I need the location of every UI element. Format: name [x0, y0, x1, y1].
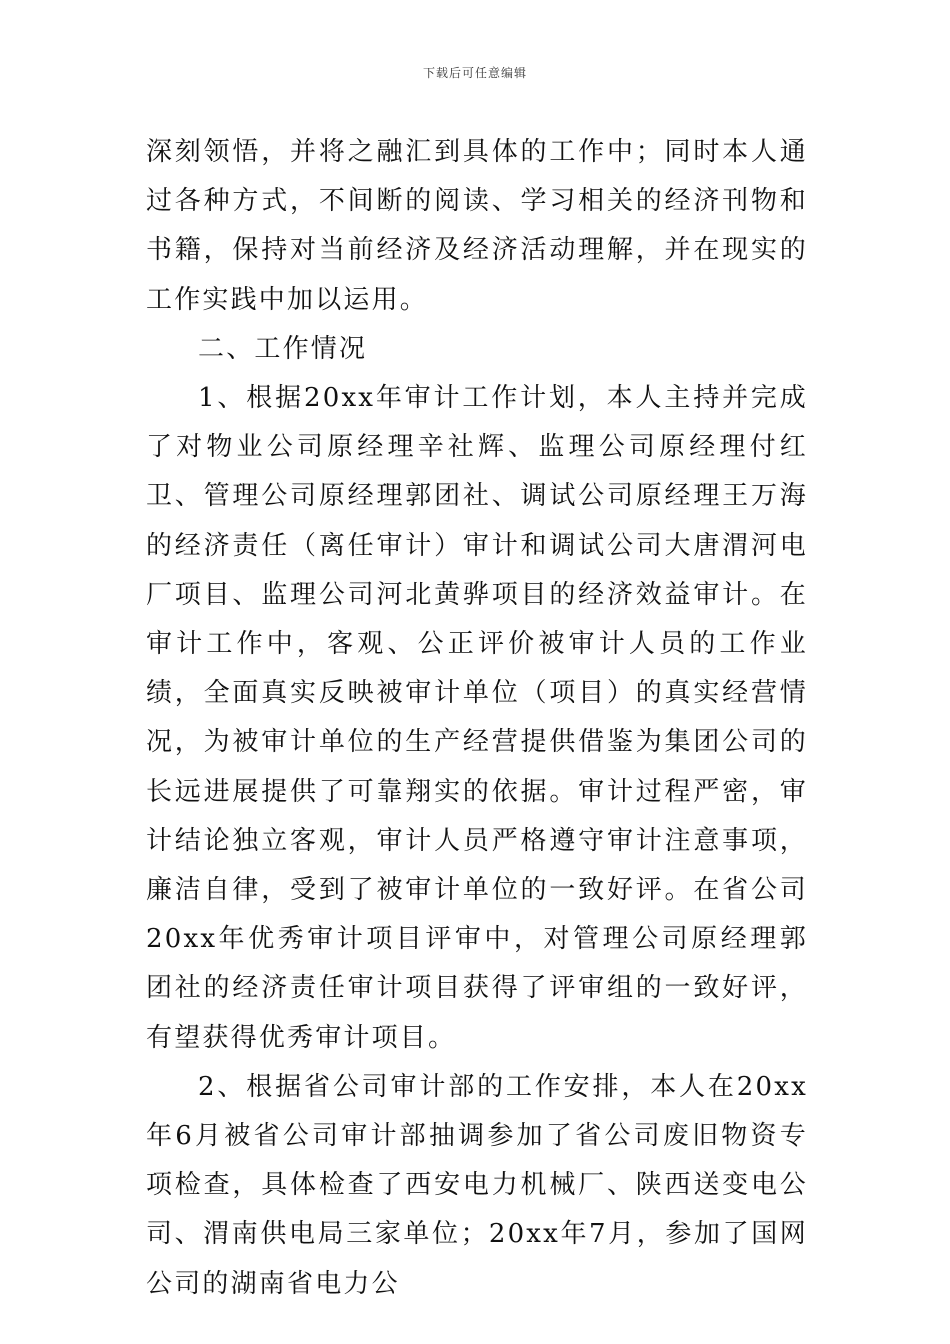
paragraph-item-1: 1、根据20xx年审计工作计划，本人主持并完成了对物业公司原经理辛社辉、监理公司原经理付红卫、管理公司原经理郭团社、调试公司原经理王万海的经济责任（离任审计）审计和调试公司大唐渭河电厂项目、监理公司河北黄骅项目的经济效益审计。在审计工作中，客观、公正评价被审计人员的工作业绩，全面真实反映被审计单位（项目）的真实经营情况，为被审计单位的生产经营提供借鉴为集团公司的长远进展提供了可靠翔实的依据。审计过程严密，审计结论独立客观，审计人员严格遵守审计注意事项，廉洁自律，受到了被审计单位的一致好评。在省公司20xx年优秀审计项目评审中，对管理公司原经理郭团社的经济责任审计项目获得了评审组的一致好评，有望获得优秀审计项目。 [146, 383, 808, 1053]
document-body [146, 128, 808, 1309]
section-heading: 二、工作情况 [198, 333, 368, 364]
paragraph-item-2: 2、根据省公司审计部的工作安排，本人在20xx年6月被省公司审计部抽调参加了省公司废旧物资专项检查，具体检查了西安电力机械厂、陕西送变电公司、渭南供电局三家单位；20xx年7月，参加了国网公司的湖南省电力公 [146, 1071, 808, 1299]
header-note: 下载后可任意编辑 [422, 66, 527, 80]
paragraph-continuation: 深刻领悟，并将之融汇到具体的工作中；同时本人通过各种方式，不间断的阅读、学习相关的经济刊物和书籍，保持对当前经济及经济活动理解，并在现实的工作实践中加以运用。 [146, 137, 808, 315]
